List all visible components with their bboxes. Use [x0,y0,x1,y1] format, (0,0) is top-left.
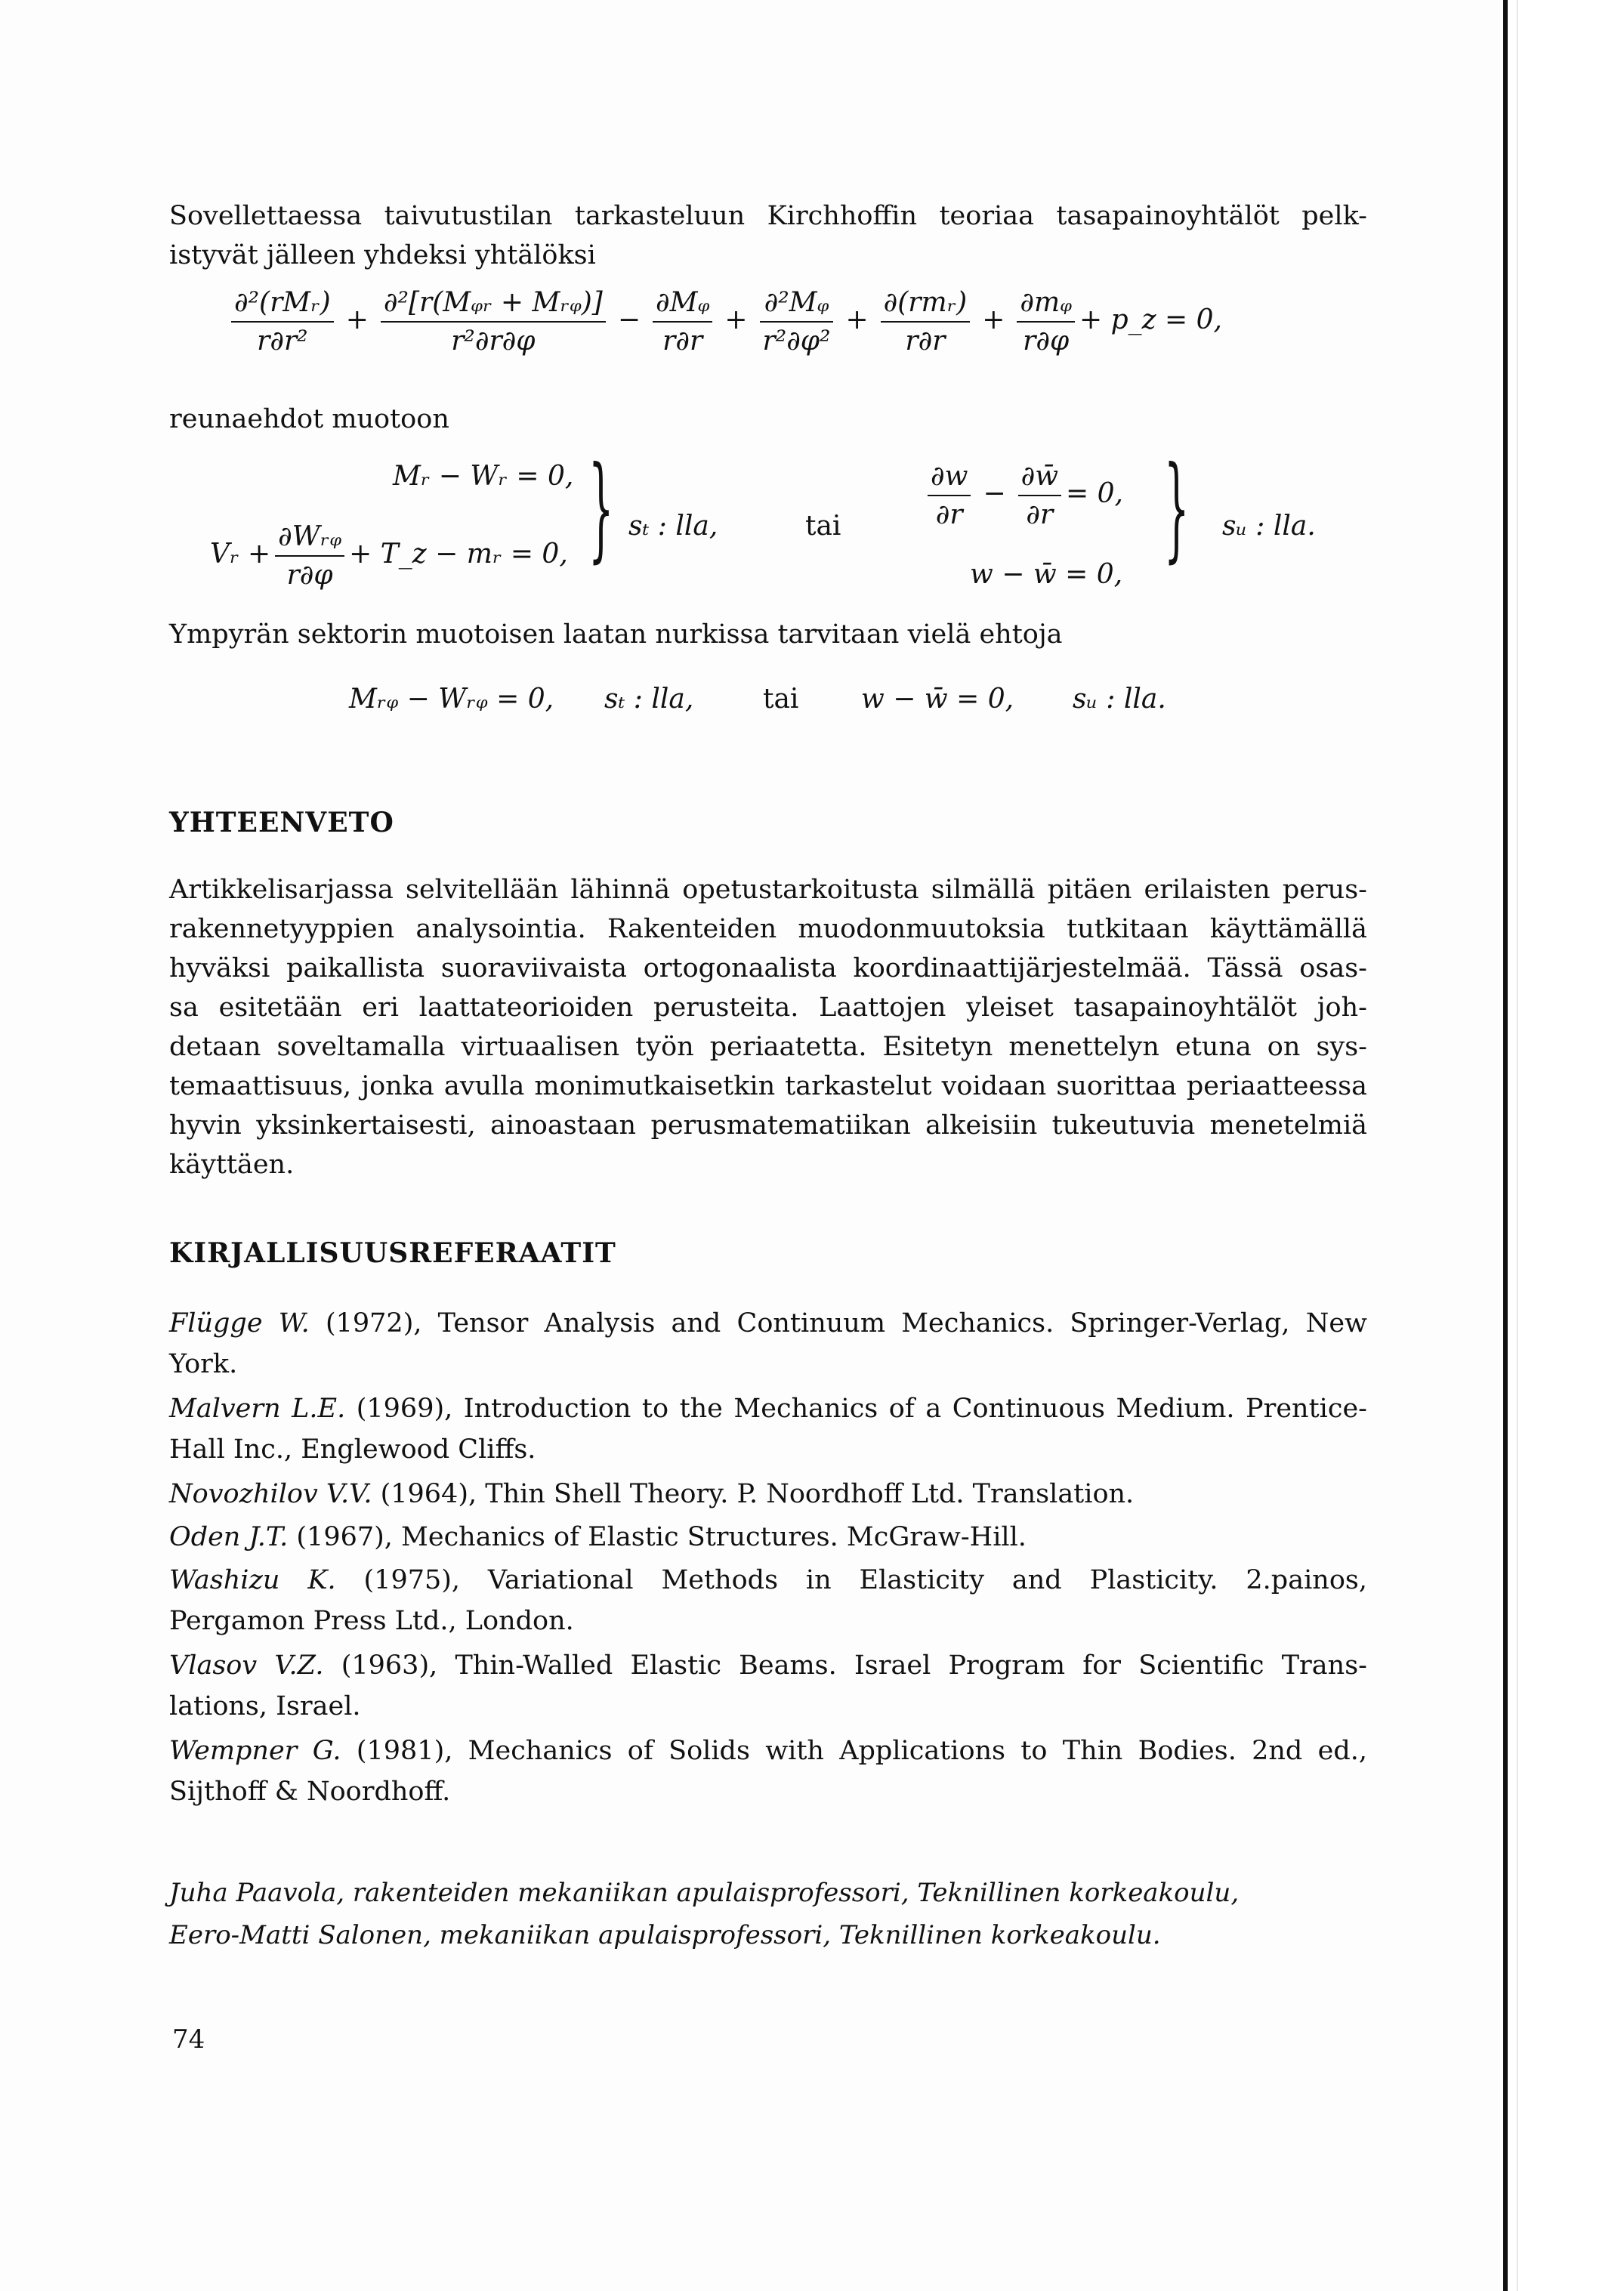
left-brace: } [588,443,614,574]
main-equation: $\frac{\text{∂²(rMᵣ)}}{\text{r∂r²}}$ + $\frac{\text{∂²[r(Mᵩᵣ + Mᵣᵩ)]}}{\text{r²∂r∂φ}}$ − $\frac{\text{∂Mᵩ}}{r\partial r}$ + $\frac{\text{∂²Mᵩ}}{\text{r²∂φ²}}$ + $\frac{\text{∂(rmᵣ)}}{r\partial r}$ + $\frac{\text{∂mᵩ}}{r\partial\varphi}$ + p_z = 0, [227,287,1222,357]
corner-st: sₜ : lla, [604,684,694,715]
right-margin-strip [1508,0,1624,2291]
references-heading: KIRJALLISUUSREFERAATIT [169,1237,616,1269]
reference-item: Malvern L.E. (1969), Introduction to the Mechanics of a Continuous Medium. Prentice- Hall Inc., Englewood Cliffs. [169,1394,1367,1465]
corner-tai: tai [763,684,799,715]
right-brace: } [1164,443,1190,574]
reference-author: Malvern L.E. [169,1394,346,1424]
reference-item: Wempner G. (1981), Mechanics of Solids with Applications to Thin Bodies. 2nd ed., Sijthoff & Noordhoff. [169,1736,1367,1807]
corner-eq-2: w − w̄ = 0, [861,684,1014,715]
summary-paragraph [169,870,1367,1184]
corner-intro: Ympyrän sektorin muotoisen laatan nurkissa tarvitaan vielä ehtoja [169,619,1063,650]
equation-tail: + p_z = 0, [1079,304,1223,335]
st-label: sₜ : lla, [628,511,718,542]
equation-fraction: $\frac{\text{∂(rmᵣ)}}{r\partial r}$ [881,287,971,357]
equation-fraction: $\frac{\text{∂²Mᵩ}}{\text{r²∂φ²}}$ [760,287,834,357]
corner-eq-1: Mᵣᵩ − Wᵣᵩ = 0, [349,684,554,715]
su-label: sᵤ : lla. [1222,511,1316,542]
intro-line: istyvät jälleen yhdeksi yhtälöksi [169,240,596,270]
reference-author: Oden J.T. [169,1522,289,1552]
reference-item: Washizu K. (1975), Variational Methods in Elasticity and Plasticity. 2.painos, Pergamon Press Ltd., London. [169,1565,1367,1636]
summary-line: hyvin yksinkertaisesti, ainoastaan perusmatematiikan alkeisiin tukeutuvia menetelmiä [169,1110,1367,1141]
footer-line: Juha Paavola, rakenteiden mekaniikan apulaisprofessori, Teknillinen korkeakoulu, [169,1878,1240,1908]
summary-line: sa esitetään eri laattateorioiden perusteita. Laattojen yleiset tasapainoyhtälöt joh- [169,993,1367,1023]
equation-fraction: $\frac{\text{∂mᵩ}}{r\partial\varphi}$ [1017,287,1075,357]
summary-line: temaattisuus, jonka avulla monimutkaisetkin tarkastelut voidaan suorittaa periaatteessa [169,1071,1367,1101]
boundary-eq-2: Vᵣ + $\frac{\text{∂Wᵣᵩ}}{r\partial\varphi}$ + T_z − mᵣ = 0, [210,521,568,591]
equation-fraction: $\frac{\text{∂Mᵩ}}{r\partial r}$ [653,287,712,357]
reference-author: Flügge W. [169,1308,310,1338]
boundary-intro: reunaehdot muotoon [169,404,449,434]
summary-heading: YHTEENVETO [169,807,394,838]
reference-author: Vlasov V.Z. [169,1650,324,1681]
author-footer [169,1872,1239,1956]
equation-fraction: $\frac{\text{∂²(rMᵣ)}}{\text{r∂r²}}$ [231,287,334,357]
reference-item: Vlasov V.Z. (1963), Thin-Walled Elastic Beams. Israel Program for Scientific Trans- lations, Israel. [169,1650,1367,1721]
reference-author: Novozhilov V.V. [169,1479,372,1509]
summary-line: Artikkelisarjassa selvitellään lähinnä opetustarkoitusta silmällä pitäen erilaisten perus- [169,875,1367,905]
boundary-eq-4: w − w̄ = 0, [970,559,1123,590]
page-number: 74 [172,2024,205,2055]
reference-item: Novozhilov V.V. (1964), Thin Shell Theory. P. Noordhoff Ltd. Translation. [169,1479,1135,1509]
summary-line: rakennetyyppien analysointia. Rakenteiden muodonmuutoksia tutkitaan käyttämällä [169,914,1367,944]
intro-line: Sovellettaessa taivutustilan tarkasteluun Kirchhoffin teoriaa tasapainoyhtälöt pelk- [169,201,1367,231]
summary-line: käyttäen. [169,1150,295,1180]
boundary-eq-1: Mᵣ − Wᵣ = 0, [393,461,574,492]
reference-author: Washizu K. [169,1565,336,1595]
page-edge-bar [1503,0,1508,2291]
corner-su: sᵤ : lla. [1073,684,1166,715]
reference-author: Wempner G. [169,1736,341,1766]
summary-line: detaan soveltamalla virtuaalisen työn periaatetta. Esitetyn menettelyn etuna on sys- [169,1032,1367,1062]
boundary-eq-3: $\frac{\partial w}{\partial r}$ − $\frac{\partial w̄}{\partial r}$ = 0, [923,461,1123,530]
reference-item: Oden J.T. (1967), Mechanics of Elastic Structures. McGraw-Hill. [169,1522,1027,1552]
footer-line: Eero-Matti Salonen, mekaniikan apulaisprofessori, Teknillinen korkeakoulu. [169,1920,1161,1950]
tai-label: tai [805,511,841,542]
intro-paragraph [169,196,1367,275]
reference-item: Flügge W. (1972), Tensor Analysis and Continuum Mechanics. Springer-Verlag, New York. [169,1308,1367,1379]
summary-line: hyväksi paikallista suoraviivaista ortogonaalista koordinaattijärjestelmää. Tässä osas- [169,953,1367,983]
equation-fraction: $\frac{\text{∂²[r(Mᵩᵣ + Mᵣᵩ)]}}{\text{r²∂r∂φ}}$ [381,287,606,357]
